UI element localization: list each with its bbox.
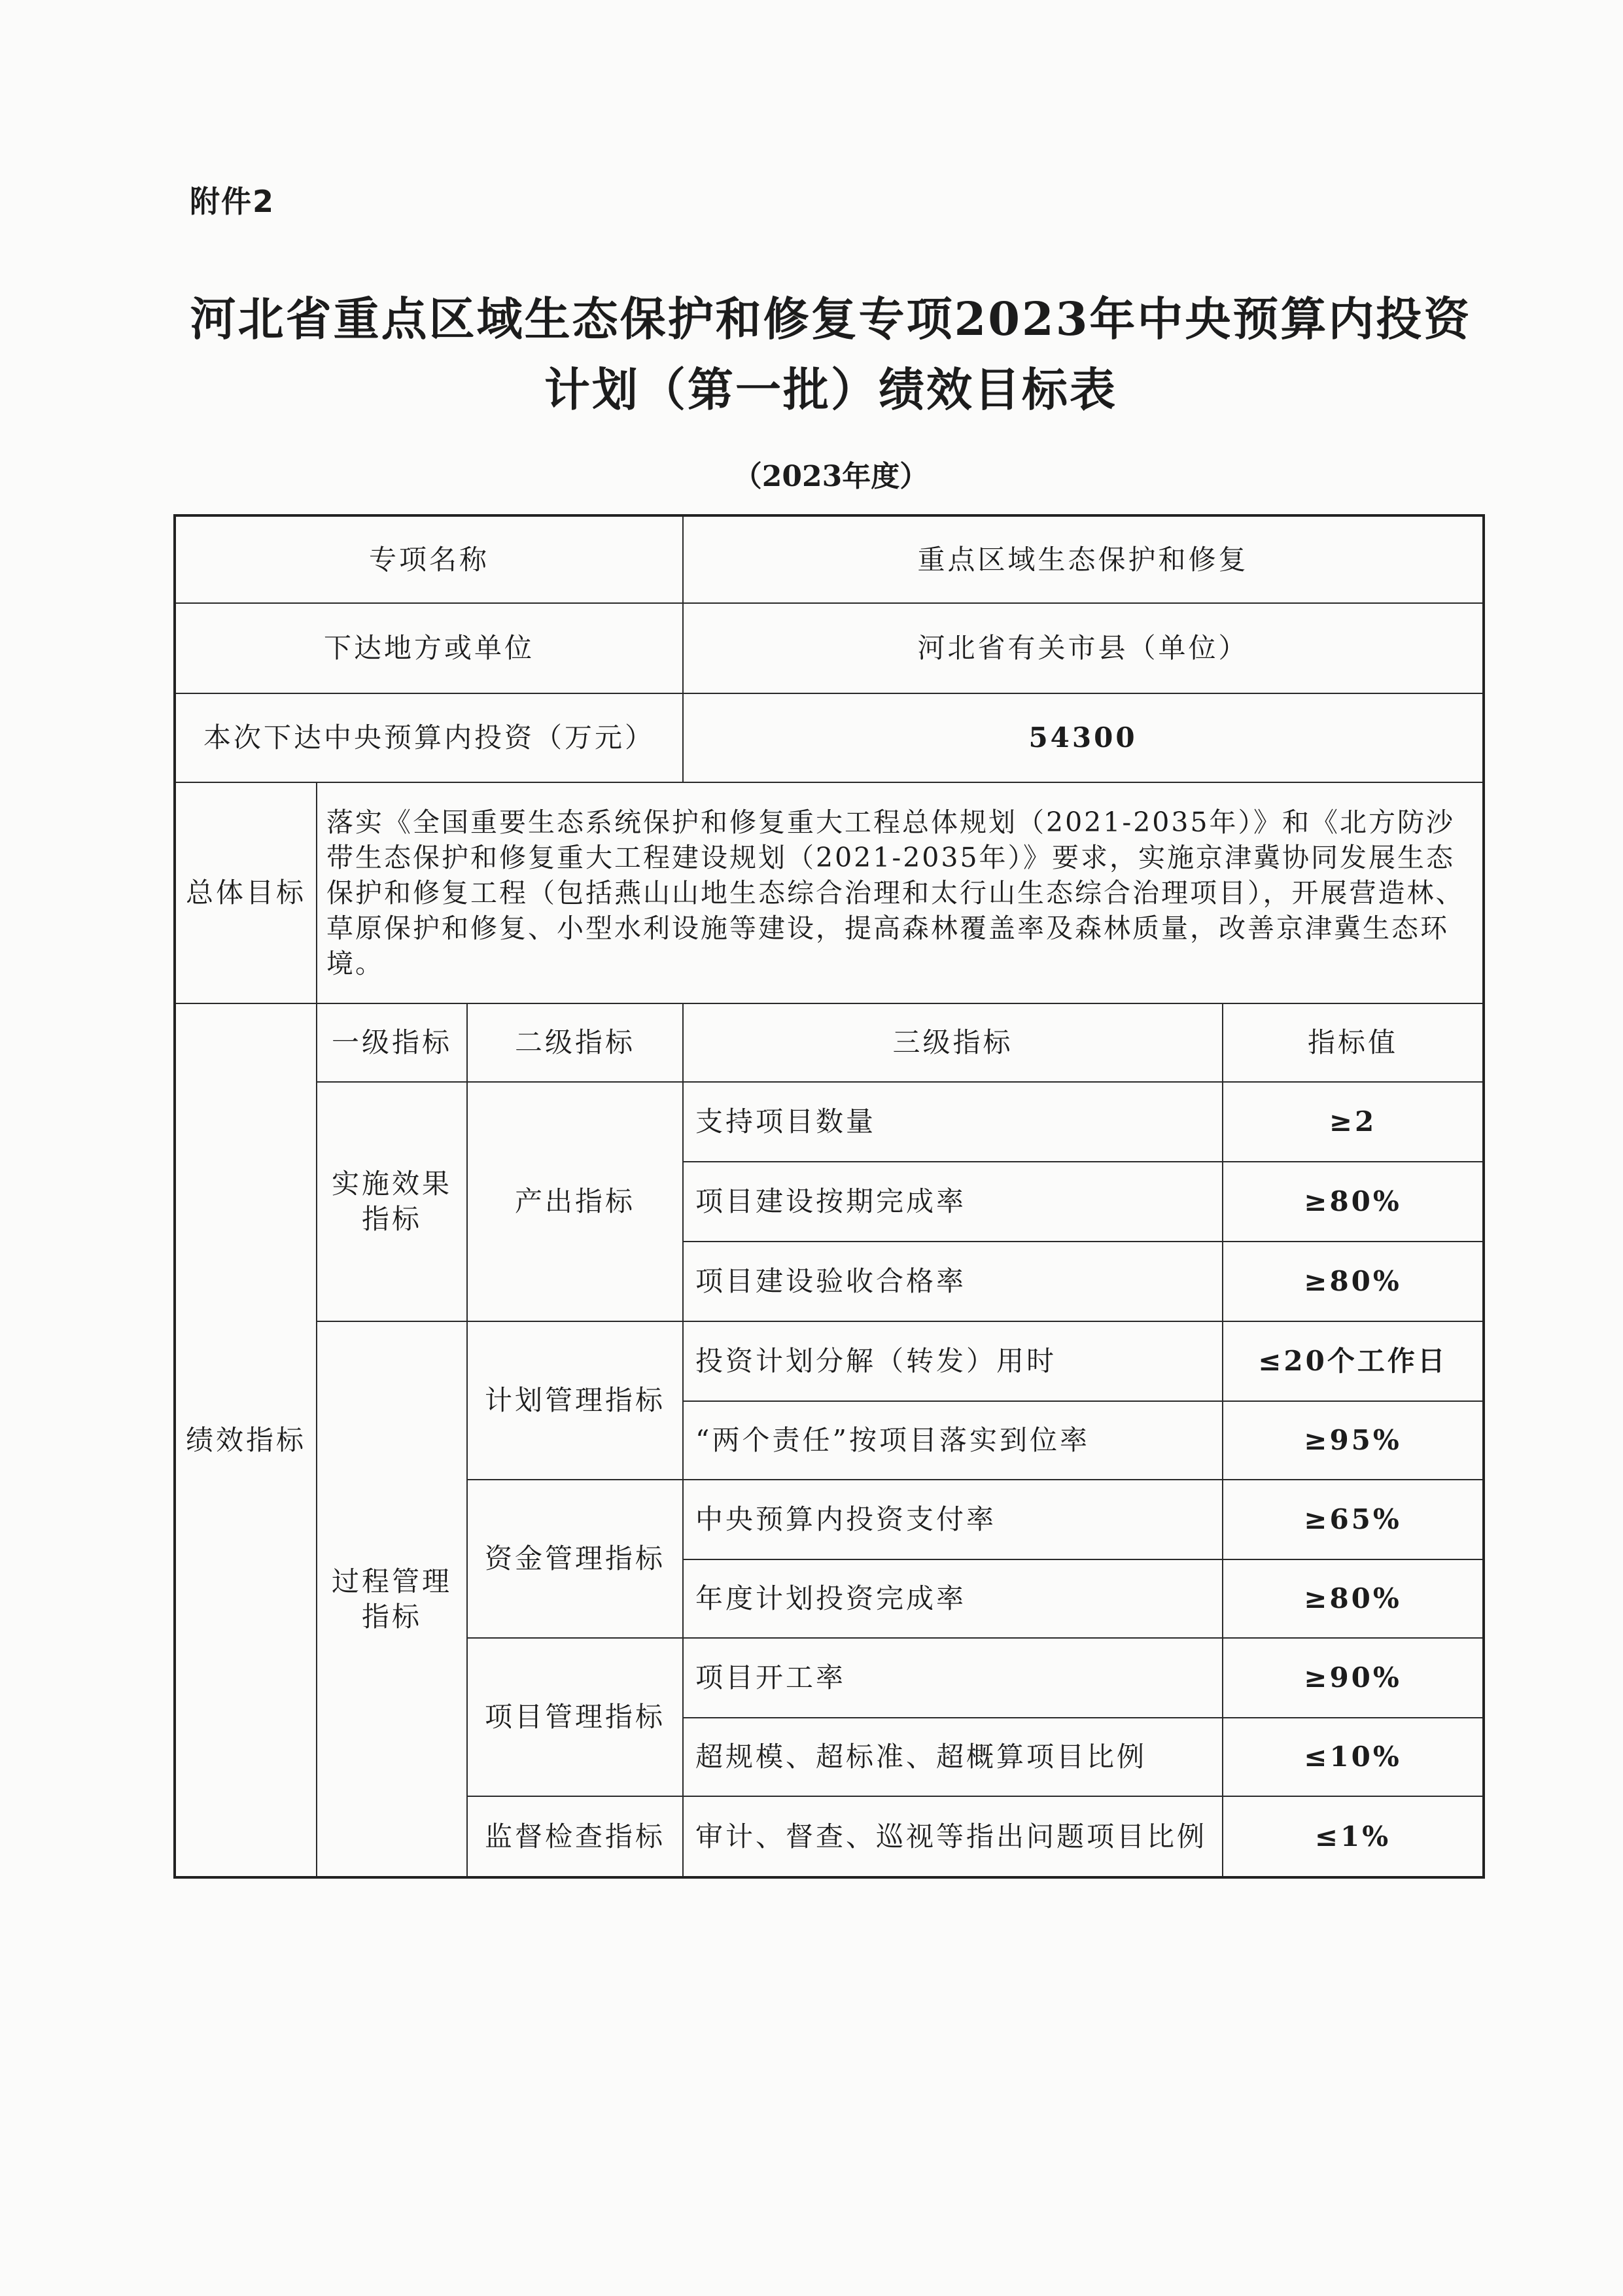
indicator-value: ≤20个工作日 (1223, 1321, 1484, 1401)
overall-goal-label: 总体目标 (175, 782, 317, 1003)
indicator-value: ≤10% (1223, 1718, 1484, 1796)
investment-value: 54300 (683, 693, 1484, 782)
indicator-header-row (175, 1003, 1484, 1082)
project-name-label: 专项名称 (175, 515, 683, 603)
indicator-value: ≥80% (1223, 1162, 1484, 1242)
document-title-line-1: 河北省重点区域生态保护和修复专项2023年中央预算内投资 (190, 292, 1472, 346)
level3-indicator: 审计、督查、巡视等指出问题项目比例 (683, 1796, 1223, 1877)
indicator-row (175, 1321, 1484, 1401)
header-level2: 二级指标 (467, 1003, 683, 1082)
level3-indicator: 项目建设验收合格率 (683, 1242, 1223, 1321)
level3-indicator: 超规模、超标准、超概算项目比例 (683, 1718, 1223, 1796)
document-title-line-2: 计划（第一批）绩效目标表 (544, 362, 1117, 417)
header-level3: 三级指标 (683, 1003, 1223, 1082)
indicator-value: ≥95% (1223, 1401, 1484, 1480)
project-name-row (175, 515, 1484, 603)
indicator-value: ≤1% (1223, 1796, 1484, 1877)
investment-row (175, 693, 1484, 782)
level2-plan-management: 计划管理指标 (467, 1321, 683, 1480)
indicator-value: ≥90% (1223, 1638, 1484, 1718)
level2-project-management: 项目管理指标 (467, 1638, 683, 1796)
level1-implementation-effect: 实施效果指标 (317, 1082, 467, 1321)
recipient-label: 下达地方或单位 (175, 603, 683, 693)
level3-indicator: 投资计划分解（转发）用时 (683, 1321, 1223, 1401)
attachment-label: 附件2 (190, 184, 275, 219)
level2-supervision-inspection: 监督检查指标 (467, 1796, 683, 1877)
fiscal-year: （2023年度） (733, 460, 929, 493)
header-level1: 一级指标 (317, 1003, 467, 1082)
level2-fund-management: 资金管理指标 (467, 1480, 683, 1638)
level3-indicator: 中央预算内投资支付率 (683, 1480, 1223, 1559)
overall-goal-row (175, 782, 1484, 1003)
indicator-value: ≥80% (1223, 1559, 1484, 1638)
indicator-value: ≥65% (1223, 1480, 1484, 1559)
indicator-value: ≥2 (1223, 1082, 1484, 1162)
recipient-value: 河北省有关市县（单位） (683, 603, 1484, 693)
level1-process-management: 过程管理指标 (317, 1321, 467, 1877)
level2-output: 产出指标 (467, 1082, 683, 1321)
investment-label: 本次下达中央预算内投资（万元） (175, 693, 683, 782)
performance-target-table (173, 514, 1485, 1879)
level3-indicator: “两个责任”按项目落实到位率 (683, 1401, 1223, 1480)
header-value: 指标值 (1223, 1003, 1484, 1082)
level3-indicator: 项目建设按期完成率 (683, 1162, 1223, 1242)
recipient-row (175, 603, 1484, 693)
performance-indicators-label: 绩效指标 (175, 1003, 317, 1877)
level3-indicator: 项目开工率 (683, 1638, 1223, 1718)
project-name-value: 重点区域生态保护和修复 (683, 515, 1484, 603)
level3-indicator: 年度计划投资完成率 (683, 1559, 1223, 1638)
overall-goal-text: 落实《全国重要生态系统保护和修复重大工程总体规划（2021-2035年）》和《北方防沙带生态保护和修复重大工程建设规划（2021-2035年）》要求，实施京津冀协同发展生态保护和修复工程（包括燕山山地生态综合治理和太行山生态综合治理项目），开展营造林、草原保护和修复、小型水利设施等建设，提高森林覆盖率及森林质量，改善京津冀生态环境。 (317, 782, 1484, 1003)
indicator-row (175, 1082, 1484, 1162)
level3-indicator: 支持项目数量 (683, 1082, 1223, 1162)
indicator-value: ≥80% (1223, 1242, 1484, 1321)
